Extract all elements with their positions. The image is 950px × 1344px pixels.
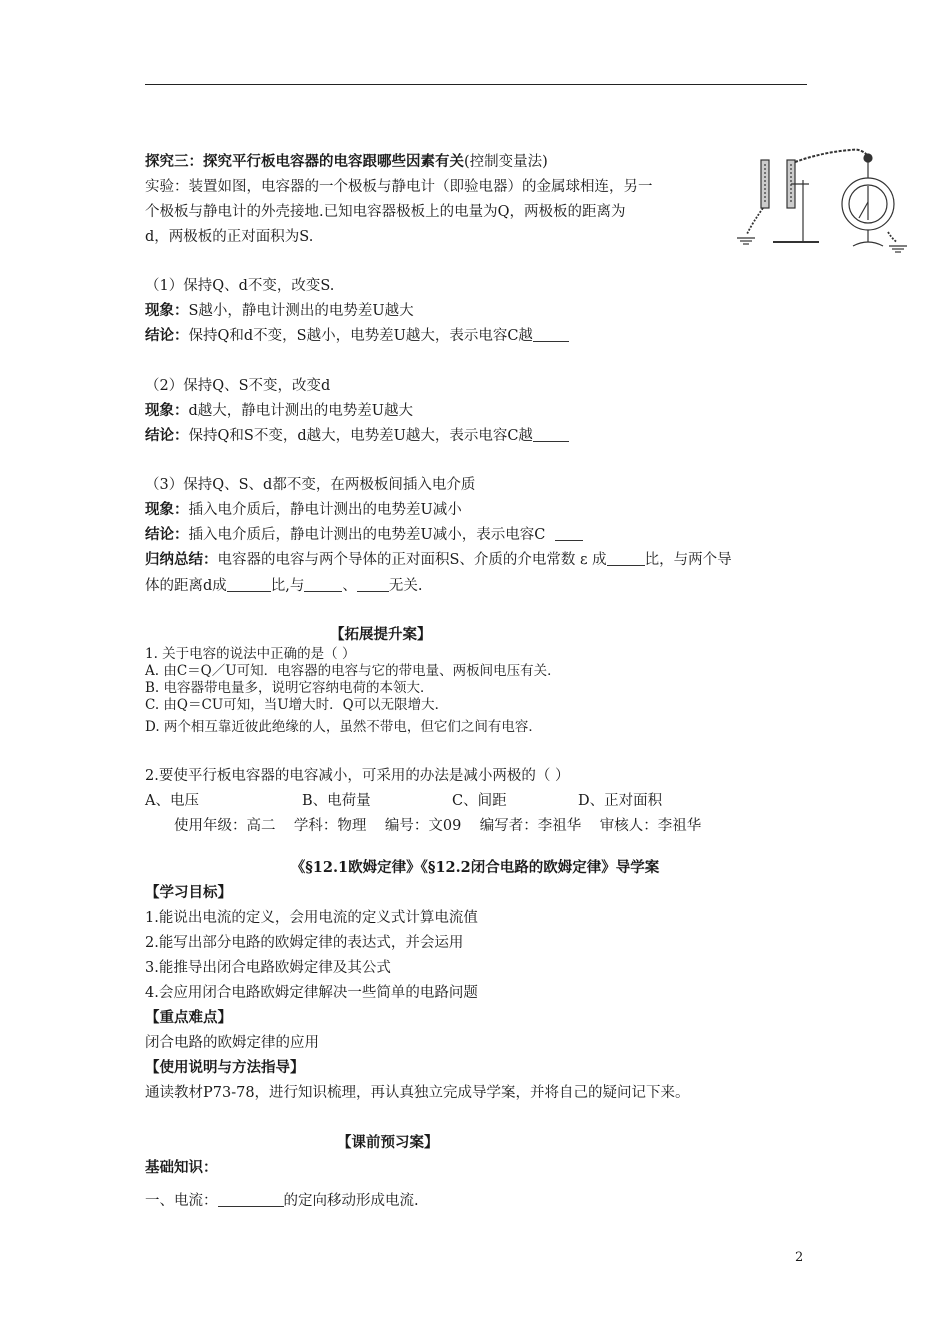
q1-option-b: B. 电容器带电量多，说明它容纳电荷的本领大． [145, 680, 434, 696]
fill-blank[interactable] [227, 577, 271, 592]
experiment-line-3: d，两极板的正对面积为S. [145, 229, 314, 245]
header-rule [145, 84, 807, 85]
fill-blank[interactable] [555, 526, 583, 541]
explore3-title: 探究三：探究平行板电容器的电容跟哪些因素有关 [145, 153, 464, 170]
experiment-line-1: 实验：装置如图，电容器的一个极板与静电计（即验电器）的金属球相连，另一 [145, 179, 653, 195]
case2-conclusion: 结论：保持Q和S不变，d越大，电势差U越大，表示电容C越 [145, 426, 569, 446]
q1-stem: 1. 关于电容的说法中正确的是（ ） [145, 646, 356, 662]
q1-option-d: D. 两个相互靠近彼此绝缘的人，虽然不带电，但它们之间有电容． [145, 719, 542, 735]
fill-blank[interactable] [218, 1192, 284, 1207]
basic-knowledge-label: 基础知识： [145, 1159, 218, 1176]
keypoints-text: 闭合电路的欧姆定律的应用 [145, 1035, 319, 1051]
meta-line: 使用年级：高二 学科：物理 编号：文09 编写者：李祖华 审核人：李祖华 [174, 818, 702, 834]
q1-option-a: A. 由C＝Q／U可知．电容器的电容与它的带电量、两板间电压有关． [145, 663, 561, 679]
current-definition: 一、电流： 的定向移动形成电流. [145, 1193, 419, 1209]
extension-heading: 【拓展提升案】 [330, 626, 432, 643]
case2-condition: （2）保持Q、S不变，改变d [145, 378, 331, 394]
doc-title: 《§12.1欧姆定律》《§12.2闭合电路的欧姆定律》导学案 [290, 859, 660, 876]
fill-blank[interactable] [304, 577, 342, 592]
instructions-text: 通读教材P73-78，进行知识梳理，再认真独立完成导学案，并将自己的疑问记下来。 [145, 1085, 690, 1101]
goal-item: 2.能写出部分电路的欧姆定律的表达式，并会运用 [145, 935, 464, 951]
page-number: 2 [795, 1250, 804, 1265]
q2-option-a[interactable]: A、电压 [145, 793, 199, 809]
case2-phenomenon: 现象：d越大，静电计测出的电势差U越大 [145, 402, 414, 419]
case1-conclusion: 结论：保持Q和d不变，S越小，电势差U越大，表示电容C越 [145, 326, 569, 346]
case3-condition: （3）保持Q、S、d都不变，在两极板间插入电介质 [145, 477, 476, 493]
case3-phenomenon: 现象：插入电介质后，静电计测出的电势差U减小 [145, 501, 462, 518]
goal-item: 4.会应用闭合电路欧姆定律解决一些简单的电路问题 [145, 985, 478, 1001]
fill-blank[interactable] [357, 577, 389, 592]
q2-option-d[interactable]: D、正对面积 [578, 793, 663, 809]
case1-condition: （1）保持Q、d不变，改变S. [145, 278, 335, 294]
goals-heading: 【学习目标】 [145, 884, 232, 901]
q2-option-b[interactable]: B、电荷量 [302, 793, 371, 809]
q1-option-c: C. 由Q＝CU可知，当U增大时．Q可以无限增大． [145, 697, 449, 713]
keypoints-heading: 【重点难点】 [145, 1009, 232, 1026]
preview-heading: 【课前预习案】 [337, 1134, 439, 1151]
case3-conclusion: 结论：插入电介质后，静电计测出的电势差U减小，表示电容C [145, 525, 583, 545]
explore3-title-line [145, 152, 548, 172]
fill-blank[interactable] [607, 551, 645, 566]
fill-blank[interactable] [533, 327, 569, 342]
q2-option-c[interactable]: C、间距 [452, 793, 507, 809]
goal-item: 3.能推导出闭合电路欧姆定律及其公式 [145, 960, 391, 976]
instructions-heading: 【使用说明与方法指导】 [145, 1059, 305, 1076]
case1-phenomenon: 现象：S越小，静电计测出的电势差U越大 [145, 302, 414, 319]
fill-blank[interactable] [533, 427, 569, 442]
summary-line-2: 体的距离d成 比,与 、 无关. [145, 578, 423, 594]
q2-stem: 2.要使平行板电容器的电容减小，可采用的办法是减小两极的（ ） [145, 768, 570, 784]
summary-line-1: 归纳总结：电容器的电容与两个导体的正对面积S、介质的介电常数 ε 成 比，与两个导 [145, 551, 732, 568]
experiment-line-2: 个极板与静电计的外壳接地.已知电容器极板上的电量为Q，两极板的距离为 [145, 204, 626, 220]
electrometer-apparatus-figure [733, 142, 908, 257]
explore3-title-note: (控制变量法) [464, 154, 548, 170]
goal-item: 1.能说出电流的定义，会用电流的定义式计算电流值 [145, 910, 478, 926]
